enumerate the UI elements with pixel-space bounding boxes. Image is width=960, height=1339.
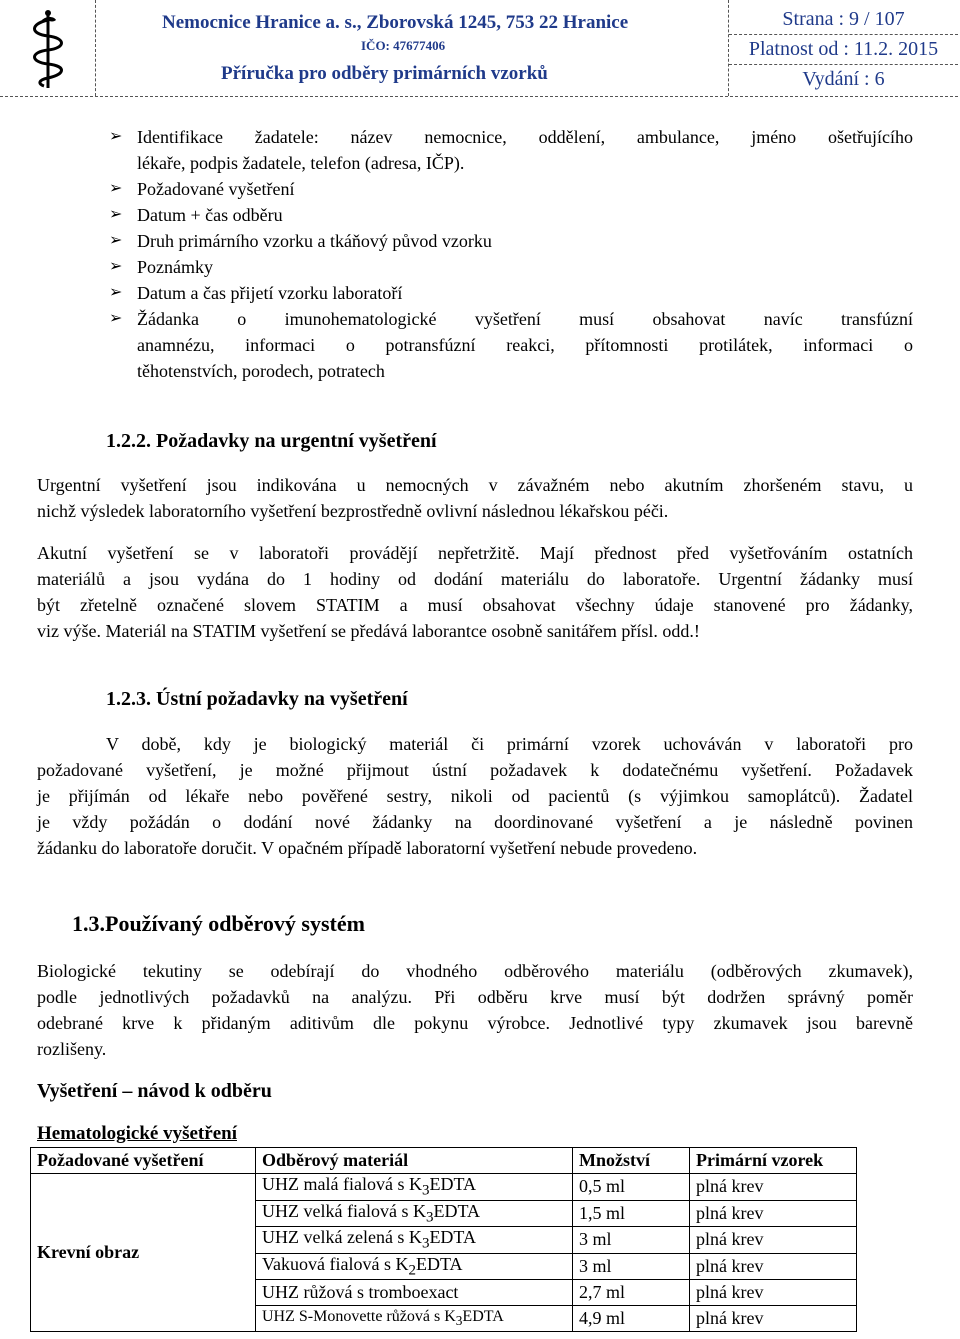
hospital-name: Nemocnice Hranice a. s., Zborovská 1245, 753 22 Hranice xyxy=(162,12,629,33)
list-item: Identifikace žadatele: název nemocnice, oddělení, ambulance, jméno ošetřujícího xyxy=(137,127,913,147)
bullet-arrow-icon: ➢ xyxy=(109,310,123,327)
section-heading-1-2-2: 1.2.2. Požadavky na urgentní vyšetření xyxy=(106,430,437,452)
aesculapius-staff-icon xyxy=(20,8,76,90)
paragraph-line: nichž výsledek laboratorního vyšetření bezprostředně ovlivní následnou lékařskou péči. xyxy=(37,501,669,521)
paragraph-line: požadované vyšetření, je možné přijmout ústní požadavek k dodatečnému vyšetření. Požadavek xyxy=(37,760,913,780)
group-label: Krevní obraz xyxy=(31,1174,256,1332)
paragraph-line: žádanku do laboratoře doručit. V opačném případě laboratorní vyšetření nebude provedeno. xyxy=(37,838,698,858)
amount-cell: 3 ml xyxy=(573,1253,690,1280)
material-cell: UHZ velká fialová s $K_3EDTA$ xyxy=(256,1200,573,1227)
sample-cell: plná krev xyxy=(690,1253,857,1280)
bullet-arrow-icon: ➢ xyxy=(109,232,123,249)
amount-cell: 1,5 ml xyxy=(573,1200,690,1227)
amount-cell: 2,7 ml xyxy=(573,1280,690,1306)
section-heading-1-3: 1.3.Používaný odběrový systém xyxy=(72,911,365,936)
header-divider xyxy=(729,34,958,35)
sample-cell: plná krev xyxy=(690,1280,857,1306)
list-item: Poznámky xyxy=(137,257,213,277)
valid-from: Platnost od : 11.2. 2015 xyxy=(748,38,939,60)
column-header: Primární vzorek xyxy=(690,1148,857,1174)
material-cell: UHZ S-Monovette růžová s $K_3EDTA$ xyxy=(256,1306,573,1332)
paragraph-line: V době, kdy je biologický materiál či primární vzorek uchováván v laboratoři pro xyxy=(106,734,913,754)
header-center xyxy=(96,0,729,96)
amount-cell: 3 ml xyxy=(573,1227,690,1254)
bullet-arrow-icon: ➢ xyxy=(109,284,123,301)
bullet-arrow-icon: ➢ xyxy=(109,258,123,275)
paragraph-line: materiálů a jsou vydána do 1 hodiny od dodání materiálu do laboratoře. Urgentní žádanky musí xyxy=(37,569,913,589)
column-header: Odběrový materiál xyxy=(256,1148,573,1174)
bullet-arrow-icon: ➢ xyxy=(109,180,123,197)
paragraph-line: odebrané krve k přidaným aditivům dle pokynu výrobce. Jednotlivé typy zkumavek jsou barevně xyxy=(37,1013,913,1033)
hematology-table xyxy=(30,1147,857,1332)
paragraph-line: rozlišeny. xyxy=(37,1039,107,1059)
amount-cell: 0,5 ml xyxy=(573,1174,690,1201)
paragraph-line: je přijímán od lékaře nebo pověřené sestry, nikoli od pacientů (s výjimkou samoplátců). Žadatel xyxy=(37,786,913,806)
list-item: Požadované vyšetření xyxy=(137,179,295,199)
list-item: lékaře, podpis žadatele, telefon (adresa, IČP). xyxy=(137,153,465,173)
paragraph-line: být zřetelně označené slovem STATIM a musí obsahovat všechny údaje stanovené pro žádanky, xyxy=(37,595,913,615)
table-row xyxy=(31,1174,857,1201)
sample-cell: plná krev xyxy=(690,1306,857,1332)
material-cell: UHZ velká zelená s $K_3EDTA$ xyxy=(256,1227,573,1254)
paragraph-line: podle jednotlivých požadavků na analýzu. Při odběru krve musí být dodržen správný poměr xyxy=(37,987,913,1007)
list-item: Datum a čas přijetí vzorku laboratoří xyxy=(137,283,403,303)
bullet-arrow-icon: ➢ xyxy=(109,206,123,223)
column-header: Množství xyxy=(573,1148,690,1174)
hematology-heading: Hematologické vyšetření xyxy=(37,1123,237,1144)
paragraph-line: Akutní vyšetření se v laboratoři provádějí nepřetržitě. Mají přednost před vyšetřováním ostatních xyxy=(37,543,913,563)
paragraph-line: Biologické tekutiny se odebírají do vhodného odběrového materiálu (odběrových zkumavek), xyxy=(37,961,913,981)
column-header: Požadované vyšetření xyxy=(31,1148,256,1174)
page-header xyxy=(0,0,958,97)
material-cell: UHZ malá fialová s $K_3EDTA$ xyxy=(256,1174,573,1201)
bullet-arrow-icon: ➢ xyxy=(109,128,123,145)
amount-cell: 4,9 ml xyxy=(573,1306,690,1332)
section-heading-1-2-3: 1.2.3. Ústní požadavky na vyšetření xyxy=(106,688,408,710)
sample-cell: plná krev xyxy=(690,1200,857,1227)
list-item: Datum + čas odběru xyxy=(137,205,283,225)
material-cell: UHZ růžová s tromboexact xyxy=(256,1280,573,1306)
header-right xyxy=(729,0,958,96)
table-header-row xyxy=(31,1148,857,1174)
logo-box xyxy=(0,0,96,96)
material-cell: Vakuová fialová s $K_2EDTA$ xyxy=(256,1253,573,1280)
paragraph-line: viz výše. Materiál na STATIM vyšetření se předává laborantce osobně sanitářem přísl. odd.! xyxy=(37,621,700,641)
hospital-ico: IČO: 47677406 xyxy=(361,38,446,53)
list-item: těhotenstvích, porodech, potratech xyxy=(137,361,385,381)
exam-heading: Vyšetření – návod k odběru xyxy=(37,1080,272,1102)
edition: Vydání : 6 xyxy=(802,68,885,90)
header-divider xyxy=(729,64,958,65)
list-item: Druh primárního vzorku a tkáňový původ vzorku xyxy=(137,231,492,251)
sample-cell: plná krev xyxy=(690,1174,857,1201)
sample-cell: plná krev xyxy=(690,1227,857,1254)
paragraph-line: je vždy požádán o dodání nové žádanky na doordinované vyšetření a je následně povinen xyxy=(37,812,913,832)
page-number: Strana : 9 / 107 xyxy=(782,8,905,30)
list-item: anamnézu, informaci o potransfúzní reakci, přítomnosti protilátek, informaci o xyxy=(137,335,913,355)
list-item: Žádanka o imunohematologické vyšetření musí obsahovat navíc transfúzní xyxy=(137,309,913,329)
paragraph-line: Urgentní vyšetření jsou indikována u nemocných v závažném nebo akutním zhoršeném stavu, u xyxy=(37,475,913,495)
manual-title: Příručka pro odběry primárních vzorků xyxy=(221,63,548,84)
